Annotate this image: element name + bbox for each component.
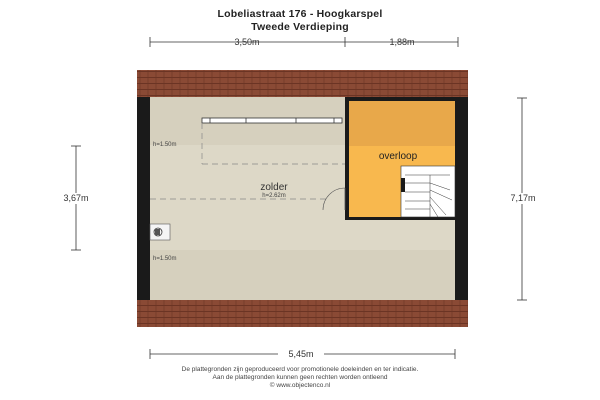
- roof-bottom: [137, 300, 468, 327]
- footer-rights: Aan de plattegronden kunnen geen rechten worden ontleend: [212, 374, 388, 381]
- address-title: Lobeliastraat 176 - Hoogkarspel: [217, 8, 383, 20]
- roof-window: [202, 118, 342, 123]
- wall-left: [137, 97, 150, 300]
- dimension-top-left-label: 3,50m: [234, 37, 260, 47]
- dimension-left: [56, 146, 96, 250]
- height-mark-lower: h=1.50m: [153, 256, 177, 262]
- staircase: [401, 166, 455, 217]
- height-mark-upper: h=1.50m: [153, 142, 177, 148]
- room-overloop-label: overloop: [378, 151, 418, 162]
- dimension-top-right-label: 1,88m: [389, 37, 415, 47]
- dimension-left-label: 3,67m: [63, 193, 89, 203]
- floor-title: Tweede Verdieping: [251, 21, 349, 33]
- footer-disclaimer: De plattegronden zijn geproduceerd voor promotionele doeleinden en ter indicatie.: [181, 366, 419, 373]
- room-zolder-label: zolder: [260, 182, 288, 193]
- dimension-bottom: [150, 348, 455, 359]
- dimension-right: [502, 98, 544, 300]
- dimension-bottom-label: 5,45m: [288, 349, 314, 359]
- room-zolder-height: h=2.62m: [262, 193, 286, 199]
- wall-right: [455, 97, 468, 300]
- footer-copyright: © www.objectenco.nl: [269, 382, 331, 389]
- dimension-top-right: [345, 37, 458, 47]
- dimension-right-label: 7,17m: [510, 193, 536, 203]
- boiler-icon: [150, 224, 170, 240]
- dimension-top-left: [150, 37, 345, 47]
- roof-top: [137, 70, 468, 97]
